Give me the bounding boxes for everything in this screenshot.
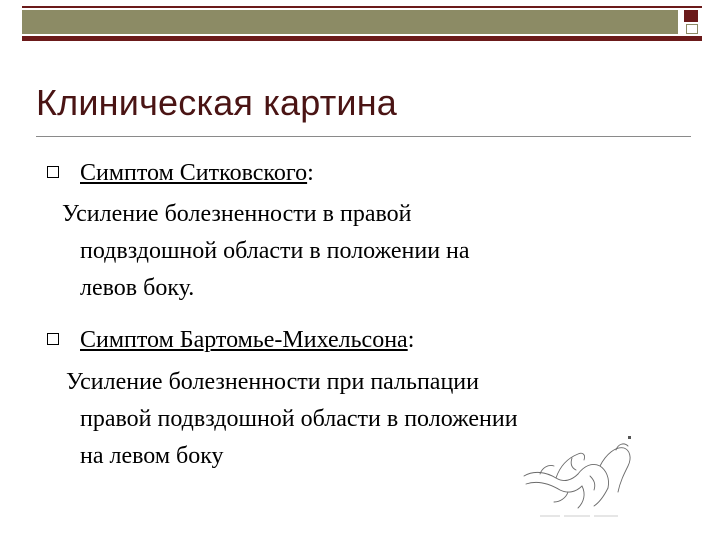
band-corner-square-outline xyxy=(686,24,698,34)
item-line: Усиление болезненности при пальпации xyxy=(66,369,479,395)
band-bottom-rule xyxy=(22,36,702,41)
bullet-square-icon xyxy=(47,166,59,178)
item-line: правой подвздошной области в положении xyxy=(80,406,518,432)
item-heading-link[interactable]: Симптом Ситковского xyxy=(80,160,308,186)
slide-title: Клиническая картина xyxy=(36,82,398,123)
item-heading-colon: : xyxy=(407,327,415,353)
item-heading-colon: : xyxy=(307,160,314,186)
item-line: левов боку. xyxy=(80,275,195,301)
item-heading xyxy=(80,155,314,192)
band-corner-square xyxy=(684,10,698,22)
item-line: Усиление болезненности в правой xyxy=(62,201,412,227)
item-heading-link[interactable]: Симптом Бартомье-Михельсона xyxy=(80,327,408,353)
title-divider xyxy=(36,136,691,137)
clinical-sketch-illustration xyxy=(520,436,638,526)
bullet-square-icon xyxy=(47,333,59,345)
stray-dot xyxy=(628,436,631,439)
band-bar xyxy=(22,10,678,34)
item-heading xyxy=(80,322,414,359)
item-line: на левом боку xyxy=(80,443,224,469)
item-line: подвздошной области в положении на xyxy=(80,238,470,264)
